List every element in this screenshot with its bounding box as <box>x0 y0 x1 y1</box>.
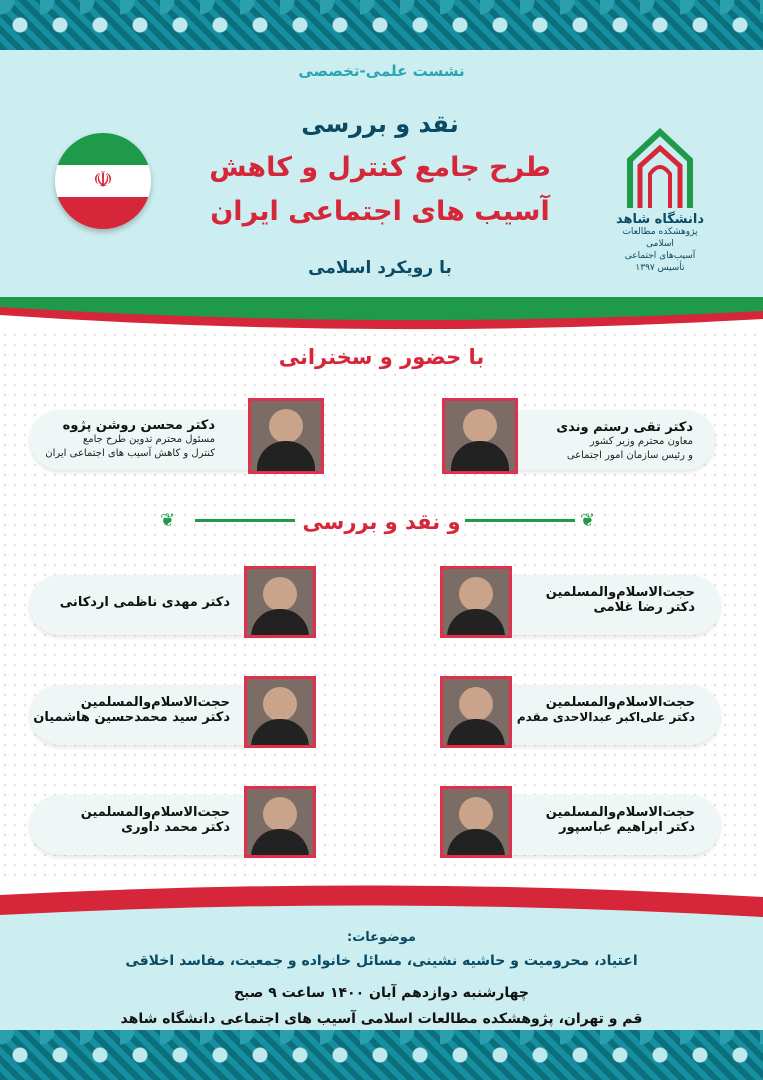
reviewer-name: دکتر سید محمدحسین هاشمیان <box>33 710 230 725</box>
speaker-role: و رئیس سازمان امور اجتماعی <box>566 450 693 461</box>
reviewer-name: دکتر مهدی ناظمی اردکانی <box>59 595 230 610</box>
speaker-photo <box>442 398 518 474</box>
title-line-3: آسیب های اجتماعی ایران <box>210 196 550 227</box>
bottom-ornament-border <box>0 1030 763 1080</box>
university-logo <box>610 120 710 273</box>
event-type-subtitle: نشست علمی-تخصصی <box>298 62 465 80</box>
leaf-ornament-icon: ❦ <box>160 510 176 531</box>
topics-label: موضوعات: <box>347 930 416 945</box>
reviewer-title: حجت‌الاسلام‌والمسلمین <box>545 695 695 710</box>
reviewer-photo <box>440 786 512 858</box>
leaf-ornament-icon: ❦ <box>580 510 596 531</box>
reviewer-name: دکتر ابراهیم عباسپور <box>559 820 695 835</box>
reviewer-title: حجت‌الاسلام‌والمسلمین <box>545 585 695 600</box>
event-date: چهارشنبه دوازدهم آبان ۱۴۰۰ ساعت ۹ صبح <box>234 985 529 1001</box>
speaker-card <box>30 410 275 470</box>
reviewer-photo <box>440 676 512 748</box>
reviewer-photo <box>440 566 512 638</box>
title-line-2: طرح جامع کنترل و کاهش <box>209 152 551 183</box>
reviewer-title: حجت‌الاسلام‌والمسلمین <box>80 695 230 710</box>
title-line-4: با رویکرد اسلامی <box>308 258 452 278</box>
shahed-logo-icon <box>610 120 710 210</box>
logo-name: دانشگاه شاهد <box>615 212 705 227</box>
topics-list: اعتیاد، محرومیت و حاشیه نشینی، مسائل خانواده و جمعیت، مفاسد اخلاقی <box>125 953 638 969</box>
reviewer-photo <box>244 566 316 638</box>
reviewer-name: دکتر رضا غلامی <box>593 600 695 615</box>
speaker-role: مسئول محترم تدوین طرح جامع <box>82 434 215 445</box>
title-line-1: نقد و بررسی <box>301 110 459 138</box>
review-heading: و نقد و بررسی <box>302 510 461 534</box>
reviewer-name: دکتر علی‌اکبر عبدالاحدی مقدم <box>516 710 695 724</box>
top-ornament-border <box>0 0 763 50</box>
speaker-photo <box>248 398 324 474</box>
logo-line-1: پژوهشکده مطالعات اسلامی <box>622 227 698 249</box>
event-place: قم و تهران، پژوهشکده مطالعات اسلامی آسیب های اجتماعی دانشگاه شاهد <box>120 1011 643 1027</box>
reviewer-name: دکتر محمد داوری <box>121 820 230 835</box>
reviewer-photo <box>244 676 316 748</box>
speaker-role: کنترل و کاهش آسیب های اجتماعی ایران <box>45 448 215 459</box>
logo-line-2: آسیب‌های اجتماعی <box>624 251 696 261</box>
iran-flag-icon: ☫ <box>55 133 151 229</box>
reviewer-title: حجت‌الاسلام‌والمسلمین <box>545 805 695 820</box>
speaker-role: معاون محترم وزیر کشور <box>589 436 693 447</box>
logo-line-3: تأسیس ۱۳۹۷ <box>635 263 685 273</box>
speaker-name: دکتر محسن روشن پژوه <box>62 418 215 433</box>
speaker-name: دکتر تقی رستم وندی <box>556 420 693 435</box>
presence-heading: با حضور و سخنرانی <box>278 345 485 369</box>
reviewer-photo <box>244 786 316 858</box>
reviewer-title: حجت‌الاسلام‌والمسلمین <box>80 805 230 820</box>
